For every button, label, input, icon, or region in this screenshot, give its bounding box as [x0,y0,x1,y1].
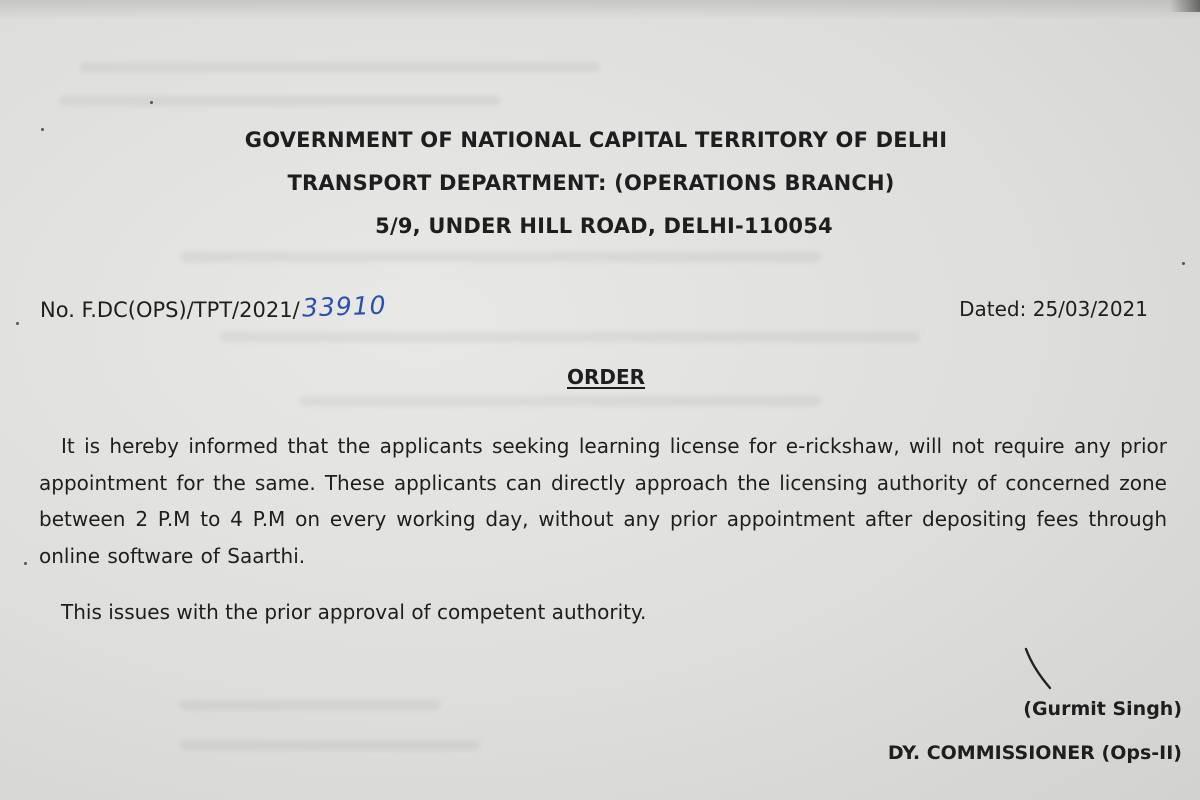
bleed-through [220,332,920,342]
reference-number [40,290,387,323]
order-paragraph-2: This issues with the prior approval of competent authority. [61,600,647,624]
order-title: ORDER [567,365,646,389]
bleed-through [180,252,820,262]
order-paragraph-1: It is hereby informed that the applicants seeking learning license for e-rickshaw, will not require any prior appointment for the same. These applicants can directly approach the licensing authority of concerned zone between 2 P.M to 4 P.M on every working day, without any prior appointment after depositing fees through online software of Saarthi. [39,434,1167,568]
speck [16,322,19,325]
page-shadow [0,0,1200,20]
bleed-through [300,396,820,406]
bleed-through [80,62,600,72]
reference-handwritten-number: 33910 [301,290,387,323]
header-government: GOVERNMENT OF NATIONAL CAPITAL TERRITORY OF DELHI [244,128,948,152]
speck [24,562,27,565]
speck [1182,262,1185,265]
signatory-name: (Gurmit Singh) [1023,698,1182,720]
document-date: Dated: 25/03/2021 [959,297,1148,321]
page-corner [1170,0,1200,12]
bleed-through [60,96,500,106]
reference-prefix: No. F.DC(OPS)/TPT/2021/ [40,298,300,322]
bleed-through [180,740,480,750]
bleed-through [180,700,440,710]
header-department: TRANSPORT DEPARTMENT: (OPERATIONS BRANCH) [287,171,895,195]
signatory-designation: DY. COMMISSIONER (Ops-II) [887,742,1182,764]
signature-mark [1018,646,1058,692]
speck [150,101,153,104]
header-address: 5/9, UNDER HILL ROAD, DELHI-110054 [375,214,833,238]
